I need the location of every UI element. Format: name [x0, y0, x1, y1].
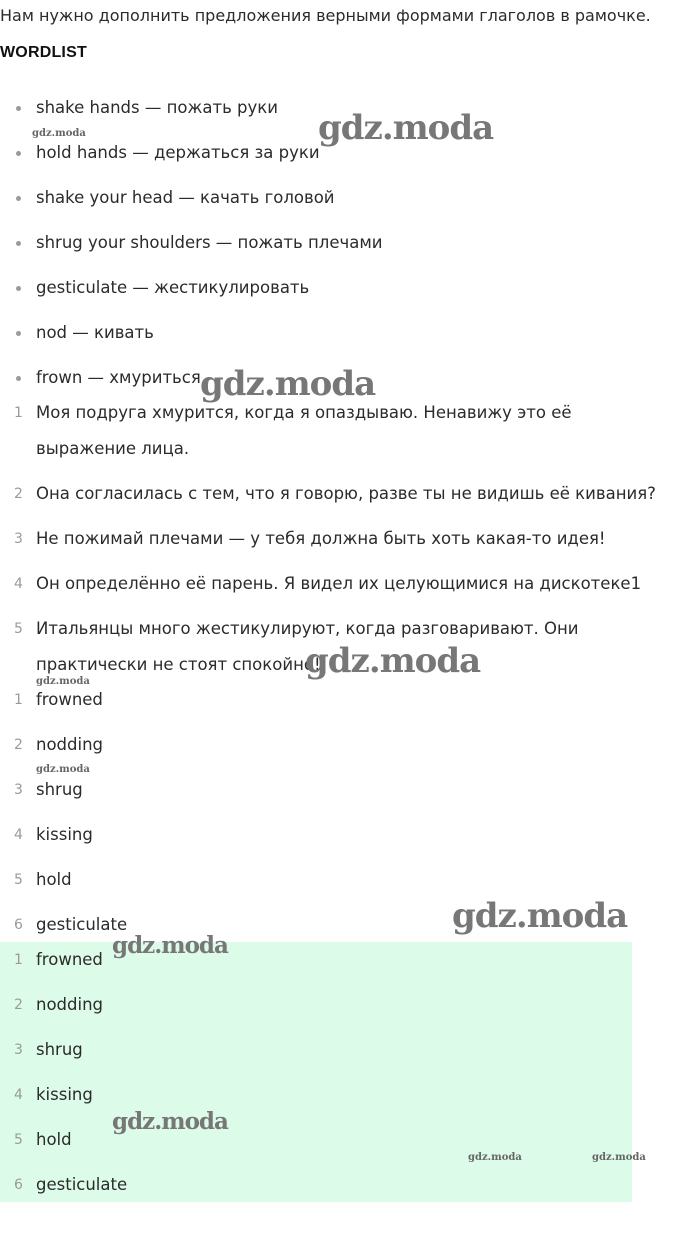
- watermark: gdz.moda: [592, 1152, 646, 1163]
- watermark: gdz.moda: [200, 364, 376, 404]
- bullet-icon: [16, 241, 21, 246]
- watermark: gdz.moda: [112, 1108, 228, 1135]
- bullet-icon: [16, 151, 21, 156]
- wordlist-heading: WORDLIST: [0, 44, 87, 61]
- highlighted-answers-box: [0, 942, 632, 1202]
- bullet-icon: [16, 376, 21, 381]
- watermark: gdz.moda: [32, 128, 86, 139]
- watermark: gdz.moda: [36, 676, 90, 687]
- watermark: gdz.moda: [36, 764, 90, 775]
- bullet-icon: [16, 196, 21, 201]
- watermark: gdz.moda: [318, 108, 494, 148]
- bullet-icon: [16, 286, 21, 291]
- watermark: gdz.moda: [452, 896, 628, 936]
- watermark: gdz.moda: [112, 932, 228, 959]
- bullet-icon: [16, 331, 21, 336]
- bullet-icon: [16, 106, 21, 111]
- watermark: gdz.moda: [305, 641, 481, 681]
- watermark: gdz.moda: [468, 1152, 522, 1163]
- intro-text: Нам нужно дополнить предложения верными формами глаголов в рамочке.: [0, 6, 651, 25]
